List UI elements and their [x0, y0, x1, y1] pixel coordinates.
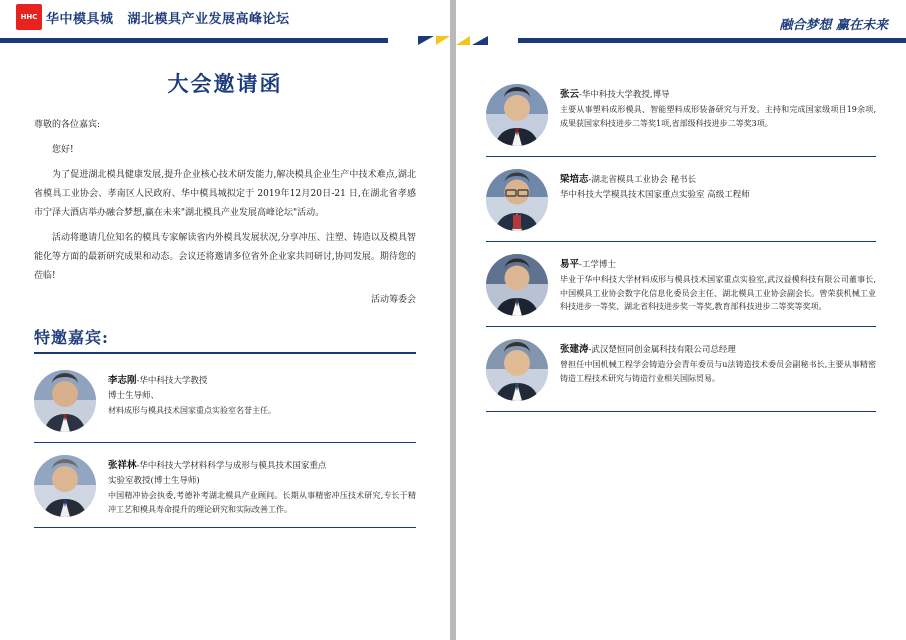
guest-name: 张祥林 [108, 460, 137, 471]
guest-description: 主要从事塑料成形模具、智能塑料成形装备研究与开发。主持和完成国家级项目19余项,成果获国家科技进步二等奖1项,省部级科技进步二等奖3项。 [560, 105, 876, 128]
left-page-header [0, 0, 450, 46]
guest-subtitle: 实验室教授(博士生导师) [108, 476, 200, 486]
guest-name-line [560, 88, 876, 102]
avatar [34, 370, 96, 432]
avatar [486, 339, 548, 401]
right-page-body [456, 46, 906, 412]
signature: 活动筹委会 [370, 295, 416, 305]
logo-text: 华中模具城 [46, 11, 114, 27]
wedge-blue-icon [472, 36, 488, 45]
guest-subtitle: 华中科技大学模具技术国家重点实验室 高级工程师 [560, 190, 750, 200]
page-title: 大会邀请函 [167, 71, 283, 96]
guest-name-line [108, 459, 416, 473]
guest-title: -武汉楚恒同创金属科技有限公司总经理 [588, 345, 736, 355]
guest-subtitle: 博士生导师、 [108, 391, 160, 401]
guest-description: 材料成形与模具技术国家重点实验室名誉主任。 [108, 406, 276, 415]
guest-description: 曾担任中国机械工程学会铸造分会青年委员与u法铸造技术委员会副秘书长,主要从事精密铸造工程技术研究与铸造行业相关国际贸易。 [560, 360, 876, 383]
header-rule-left [0, 36, 450, 45]
wedge-blue-icon [418, 36, 434, 45]
guest-entry [34, 443, 416, 527]
guest-name-line [560, 258, 876, 272]
left-page-body [0, 46, 450, 528]
left-page [0, 0, 450, 640]
guest-description: 毕业于华中科技大学材料成形与模具技术国家重点实验室,武汉益模科技有限公司董事长,中国模具工业协会数字化信息化委员会主任、湖北模具工业协会副会长。曾荣获机械工业科技进步一等奖、湖北省科技进步奖一等奖,教育部科技进步二等奖等奖项。 [560, 275, 876, 311]
header-title: 湖北模具产业发展高峰论坛 [127, 11, 290, 27]
guest-name: 梁培志 [560, 174, 589, 185]
guest-entry [486, 327, 876, 411]
brand-logo [16, 4, 114, 30]
guest-title: -华中科技大学教授,博导 [579, 90, 670, 100]
paragraph-1: 为了促进湖北模具健康发展,提升企业核心技术研发能力,解决模具企业生产中技术难点,湖北省模具工业协会、孝南区人民政府、华中模具城拟定于 2019年12月20日-21 日,在湖北省孝感市宁泽大酒店举办融合梦想,赢在未来"湖北模具产业发展高峰论坛"活动。 [34, 170, 416, 218]
guest-title: -湖北省模具工业协会 秘书长 [588, 175, 697, 185]
guest-name-line [560, 343, 876, 357]
wedge-yellow-icon [436, 36, 450, 45]
guest-entry [486, 242, 876, 326]
guest-name-line [108, 374, 416, 388]
avatar [34, 455, 96, 517]
guest-name: 易平 [560, 259, 580, 270]
guest-entry [486, 72, 876, 156]
right-page [456, 0, 906, 640]
salutation: 尊敬的各位嘉宾: [34, 120, 101, 130]
header-rule-right [456, 36, 906, 45]
logo-mark-icon: HHC [16, 4, 42, 30]
header-slogan: 融合梦想 赢在未来 [779, 18, 888, 33]
avatar [486, 84, 548, 146]
guest-description: 中国精冲协会执委,考德补考湖北模具产业顾问。长期从事精密冲压技术研究,专长于精冲工艺和模具寿命提升的理论研究和实际改善工作。 [108, 491, 416, 514]
guest-name: 张建涛 [560, 344, 589, 355]
greeting: 您好! [52, 145, 74, 155]
wedge-yellow-icon [456, 36, 470, 45]
right-page-header [456, 0, 906, 46]
section-divider [34, 352, 416, 354]
guest-divider [486, 411, 876, 412]
paragraph-2: 活动将邀请几位知名的模具专家解读省内外模具发展状况,分享冲压、注塑、铸造以及模具智能化等方面的最新研究成果和动态。会议还将邀请多位省外企业家共同研讨,协同发展。期待您的莅临! [34, 233, 416, 281]
guest-entry [486, 157, 876, 241]
guest-entry [34, 358, 416, 442]
guest-name: 张云 [560, 89, 580, 100]
guest-name-line [560, 173, 876, 187]
avatar [486, 254, 548, 316]
guest-name: 李志刚 [108, 375, 137, 386]
guest-divider [34, 527, 416, 528]
guest-title: -工学博士 [579, 260, 616, 270]
guest-title: -华中科技大学教授 [136, 376, 208, 386]
avatar [486, 169, 548, 231]
section-title-guests: 特邀嘉宾: [34, 328, 109, 347]
guest-title: -华中科技大学材料科学与成形与模具技术国家重点 [136, 461, 327, 471]
